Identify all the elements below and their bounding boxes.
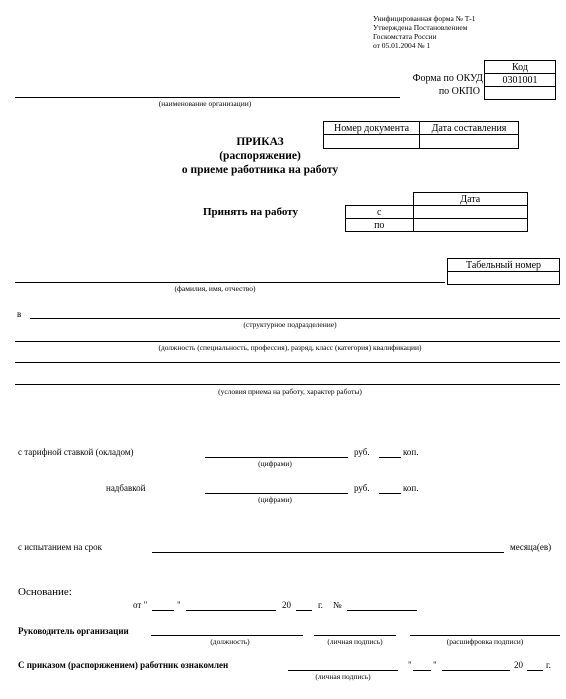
acq-quote-close: " <box>433 660 437 670</box>
conditions-field-2[interactable] <box>15 384 560 385</box>
acq-year-field[interactable] <box>527 670 543 671</box>
from-date-field[interactable] <box>413 206 528 219</box>
position-field[interactable] <box>15 341 560 342</box>
rate-field[interactable] <box>205 457 348 458</box>
page-title <box>160 135 360 177</box>
fio-caption: (фамилия, имя, отчество) <box>174 284 256 293</box>
form-note <box>373 14 476 50</box>
bonus-kop-label: коп. <box>403 483 419 493</box>
doc-date-header: Дата составления <box>420 122 519 135</box>
from-label: с <box>346 206 414 219</box>
title-line: о приеме работника на работу <box>181 164 339 176</box>
form-note-line: Госкомстата России <box>373 32 437 41</box>
unit-caption: (структурное подразделение) <box>243 320 337 329</box>
date-header: Дата <box>413 193 528 206</box>
tabel-table <box>447 258 560 285</box>
probation-label: с испытанием на срок <box>18 542 102 552</box>
codes-table <box>484 60 556 100</box>
basis-number-field[interactable] <box>347 610 417 611</box>
manager-signature-field[interactable] <box>314 635 396 636</box>
acq-quote-open: " <box>408 660 412 670</box>
basis-label: Основание: <box>18 586 72 598</box>
bonus-rub-label: руб. <box>354 483 370 493</box>
probation-field[interactable] <box>152 552 504 553</box>
form-note-line: от 05.01.2004 № 1 <box>373 41 431 50</box>
basis-month-field[interactable] <box>186 610 276 611</box>
to-date-field[interactable] <box>413 219 528 232</box>
probation-months: месяца(ев) <box>510 542 552 552</box>
acq-day-field[interactable] <box>413 670 431 671</box>
employee-signature-caption: (личная подпись) <box>315 672 371 681</box>
acquainted-label: С приказом (распоряжением) работник ознакомлен <box>18 660 229 670</box>
rate-kop-field[interactable] <box>379 457 401 458</box>
rate-digits-caption: (цифрами) <box>258 459 292 468</box>
manager-label: Руководитель организации <box>18 626 129 636</box>
employee-signature-field[interactable] <box>288 670 398 671</box>
acq-g: г. <box>546 660 551 670</box>
acq-year: 20 <box>514 660 523 670</box>
basis-ot: от " <box>133 600 148 610</box>
bonus-kop-field[interactable] <box>379 493 401 494</box>
tabel-field[interactable] <box>448 272 560 285</box>
org-caption: (наименование организации) <box>158 99 252 108</box>
basis-day-field[interactable] <box>152 610 174 611</box>
unit-field[interactable] <box>30 318 560 319</box>
title-line: (распоряжение) <box>219 150 301 162</box>
okpo-label: по ОКПО <box>438 86 480 97</box>
conditions-field-1[interactable] <box>15 362 560 363</box>
kod-header: Код <box>485 61 556 74</box>
manager-position-caption: (должность) <box>210 637 250 646</box>
manager-position-field[interactable] <box>151 635 303 636</box>
rate-kop-label: коп. <box>403 447 419 457</box>
basis-year: 20 <box>282 600 291 610</box>
rate-rub-label: руб. <box>354 447 370 457</box>
manager-decode-caption: (расшифровка подписи) <box>446 637 524 646</box>
manager-decode-field[interactable] <box>410 635 560 636</box>
bonus-field[interactable] <box>205 493 348 494</box>
okud-label: Форма по ОКУД <box>412 73 483 84</box>
form-note-line: Утверждена Постановлением <box>373 23 468 32</box>
okud-value[interactable]: 0301001 <box>485 74 556 87</box>
title-line: ПРИКАЗ <box>236 136 284 148</box>
acq-month-field[interactable] <box>442 670 510 671</box>
form-note-line: Унифицированная форма № Т-1 <box>373 14 476 23</box>
fio-field[interactable] <box>15 282 445 283</box>
doc-number-header: Номер документа <box>324 122 420 135</box>
to-label: по <box>346 219 414 232</box>
tabel-header: Табельный номер <box>448 259 560 272</box>
position-caption: (должность (специальность, профессия), разряд, класс (категория) квалификации) <box>158 343 422 352</box>
okpo-value[interactable] <box>485 87 556 100</box>
rate-label: с тарифной ставкой (окладом) <box>18 447 134 457</box>
v-label: в <box>17 309 22 319</box>
hire-label: Принять на работу <box>203 206 298 218</box>
conditions-caption: (условия приема на работу, характер работы) <box>218 387 362 396</box>
hire-dates-table <box>345 192 528 232</box>
org-name-field[interactable] <box>15 97 400 98</box>
bonus-label: надбавкой <box>106 483 146 493</box>
manager-signature-caption: (личная подпись) <box>327 637 383 646</box>
basis-year-field[interactable] <box>296 610 312 611</box>
doc-date-field[interactable] <box>420 135 519 149</box>
basis-num-label: № <box>333 600 342 610</box>
basis-quote: " <box>177 600 181 610</box>
basis-g: г. <box>318 600 323 610</box>
bonus-digits-caption: (цифрами) <box>258 495 292 504</box>
